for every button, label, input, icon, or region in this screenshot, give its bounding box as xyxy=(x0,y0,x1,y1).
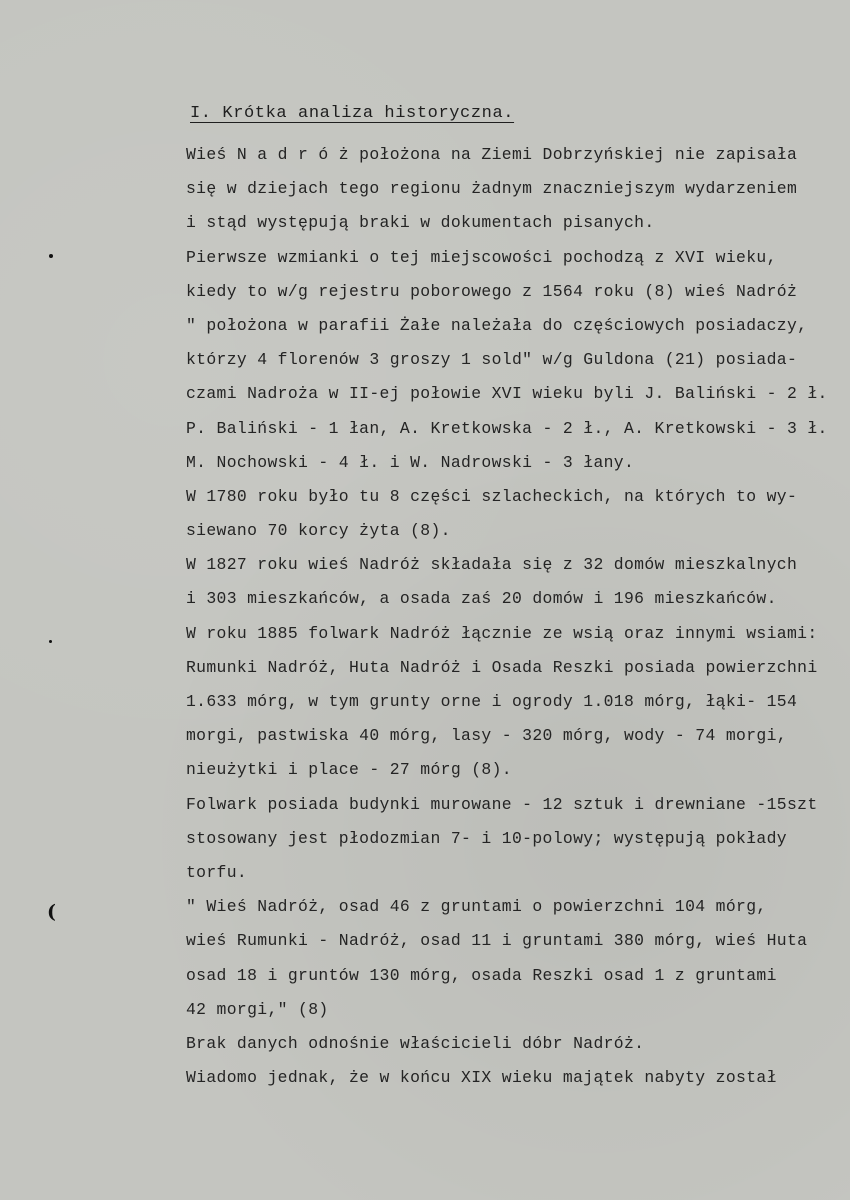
margin-punch-mark xyxy=(49,640,52,643)
text-line: W 1780 roku było tu 8 części szlacheckich, na których to wy- xyxy=(186,486,798,506)
text-line: kiedy to w/g rejestru poborowego z 1564 roku (8) wieś Nadróż xyxy=(186,281,798,301)
text-line: Pierwsze wzmianki o tej miejscowości pochodzą z XVI wieku, xyxy=(186,247,777,267)
text-line: siewano 70 korcy żyta (8). xyxy=(186,521,451,541)
text-line: się w dziejach tego regionu żadnym znaczniejszym wydarzeniem xyxy=(186,179,798,199)
text-line: torfu. xyxy=(186,862,248,882)
text-line: W roku 1885 folwark Nadróż łącznie ze wsią oraz innymi wsiami: xyxy=(186,623,818,643)
text-line: Brak danych odnośnie właścicieli dóbr Nadróż. xyxy=(186,1033,645,1053)
text-line: W 1827 roku wieś Nadróż składała się z 32 domów mieszkalnych xyxy=(186,555,798,575)
text-line: i stąd występują braki w dokumentach pisanych. xyxy=(186,213,655,233)
text-line: " Wieś Nadróż, osad 46 z gruntami o powierzchni 104 mórg, xyxy=(186,897,767,917)
text-line: Rumunki Nadróż, Huta Nadróż i Osada Reszki posiada powierzchni xyxy=(186,657,818,677)
text-line: wieś Rumunki - Nadróż, osad 11 i gruntami 380 mórg, wieś Huta xyxy=(186,931,808,951)
text-line: i 303 mieszkańców, a osada zaś 20 domów i 196 mieszkańców. xyxy=(186,589,777,609)
text-line: nieużytki i place - 27 mórg (8). xyxy=(186,760,512,780)
margin-punch-mark xyxy=(49,254,53,258)
text-line: którzy 4 florenów 3 groszy 1 sold" w/g Guldona (21) posiada- xyxy=(186,350,798,370)
text-line: " położona w parafii Żałe należała do częściowych posiadaczy, xyxy=(186,315,808,335)
text-line: Folwark posiada budynki murowane - 12 sztuk i drewniane -15szt xyxy=(186,794,818,814)
text-line: Wiadomo jednak, że w końcu XIX wieku majątek nabyty został xyxy=(186,1068,777,1088)
section-heading: I. Krótka analiza historyczna. xyxy=(190,104,515,123)
text-line: czami Nadroża w II-ej połowie XVI wieku byli J. Baliński - 2 ł. xyxy=(186,384,828,404)
text-line: Wieś N a d r ó ż położona na Ziemi Dobrzyńskiej nie zapisała xyxy=(186,145,798,164)
text-line: stosowany jest płodozmian 7- i 10-polowy; występują pokłady xyxy=(186,828,787,848)
text-line: 1.633 mórg, w tym grunty orne i ogrody 1.018 mórg, łąki- 154 xyxy=(186,692,798,711)
margin-binding-mark: ( xyxy=(47,901,56,923)
text-line: 42 morgi," (8) xyxy=(186,999,329,1019)
text-line: P. Baliński - 1 łan, A. Kretkowska - 2 ł., A. Kretkowski - 3 ł. xyxy=(186,418,828,438)
body-text xyxy=(186,138,850,1095)
text-line: M. Nochowski - 4 ł. i W. Nadrowski - 3 łany. xyxy=(186,452,635,472)
text-line: morgi, pastwiska 40 mórg, lasy - 320 mórg, wody - 74 morgi, xyxy=(186,726,787,746)
text-line: osad 18 i gruntów 130 mórg, osada Reszki osad 1 z gruntami xyxy=(186,965,777,985)
